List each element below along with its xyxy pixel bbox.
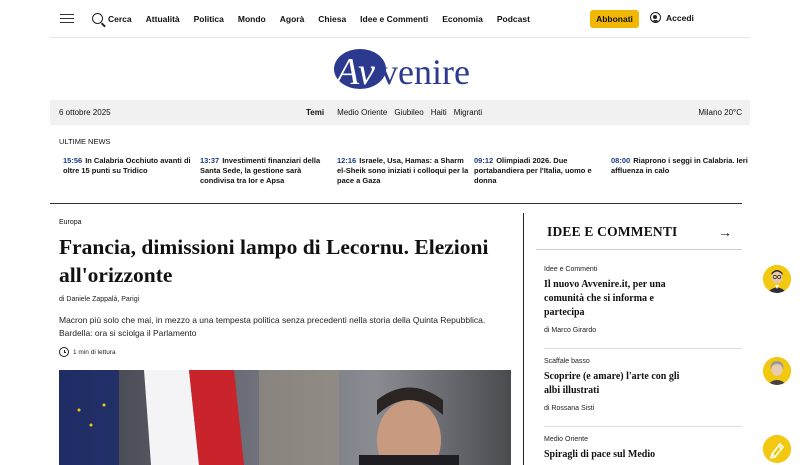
news-time: 09:12 xyxy=(474,156,494,165)
author-avatar-icon xyxy=(763,357,791,385)
nav-link-chiesa[interactable]: Chiesa xyxy=(318,13,347,24)
nav-link-mondo[interactable]: Mondo xyxy=(237,13,266,24)
pen-icon xyxy=(763,435,791,463)
card-divider xyxy=(544,348,742,349)
nav-link-idee-e-commenti[interactable]: Idee e Commenti xyxy=(360,13,429,24)
read-time-label: 1 min di lettura xyxy=(73,348,116,356)
news-item[interactable] xyxy=(611,156,748,185)
login-label: Accedi xyxy=(666,12,694,23)
news-text: Investimenti finanziari della Santa Sede, la gestione sarà condivisa tra Ior e Apsa xyxy=(200,156,321,185)
news-item[interactable] xyxy=(474,156,611,185)
arrow-right-icon[interactable]: → xyxy=(718,224,732,240)
menu-icon[interactable] xyxy=(60,14,74,24)
news-text: Riaprono i seggi in Calabria. Ieri affluenza in calo xyxy=(611,156,748,175)
news-time: 15:56 xyxy=(63,156,83,165)
article-summary: Macron più solo che mai, in mezzo a una tempesta politica senza precedenti nella storia della Quinta Repubblica. Bardella: ora si sciolga il Parlamento xyxy=(59,315,486,338)
news-text: Olimpiadi 2026. Due portabandiera per l'Italia, uomo e donna xyxy=(474,156,592,185)
opinion-author: di Marco Girardo xyxy=(544,327,597,334)
topic-medio-oriente[interactable]: Medio Oriente xyxy=(337,108,388,117)
nav-link-attualita[interactable]: Attualità xyxy=(145,13,180,24)
opinion-card xyxy=(544,358,742,412)
column-divider xyxy=(523,213,524,465)
opinions-header xyxy=(536,214,742,250)
date-topics-bar xyxy=(50,100,750,125)
news-time: 12:16 xyxy=(337,156,357,165)
svg-text:v: v xyxy=(358,51,375,92)
clock-icon xyxy=(59,347,69,357)
topics-list xyxy=(306,108,482,117)
latest-news-label: ULTIME NEWS xyxy=(59,137,111,146)
opinion-section[interactable]: Medio Oriente xyxy=(544,436,588,443)
svg-text:A: A xyxy=(336,51,360,92)
opinion-section[interactable]: Idee e Commenti xyxy=(544,266,598,273)
subscribe-button[interactable]: Abbonati xyxy=(590,10,639,28)
article-byline: di Daniele Zappalà, Parigi xyxy=(59,296,140,303)
current-date: 6 ottobre 2025 xyxy=(59,108,111,117)
latest-news-list xyxy=(63,156,753,185)
nav-link-podcast[interactable]: Podcast xyxy=(496,13,530,24)
topics-label: Temi xyxy=(306,108,325,117)
read-time xyxy=(59,347,116,357)
news-text: Israele, Usa, Hamas: a Sharm el-Sheik sono iniziati i colloqui per la pace a Gaza xyxy=(337,156,469,185)
section-divider xyxy=(50,203,742,204)
search-icon xyxy=(92,13,103,24)
card-divider xyxy=(544,426,742,427)
opinion-title[interactable]: Scoprire (e amare) l'arte con gli albi illustrati xyxy=(544,371,680,396)
news-time: 13:37 xyxy=(200,156,220,165)
news-text: In Calabria Occhiuto avanti di oltre 15 punti su Tridico xyxy=(63,156,191,175)
top-navigation xyxy=(50,0,750,38)
search-label: Cerca xyxy=(108,13,132,24)
user-icon xyxy=(650,12,661,23)
nav-link-politica[interactable]: Politica xyxy=(193,13,224,24)
article-category[interactable]: Europa xyxy=(59,219,82,226)
opinion-card xyxy=(544,266,742,334)
news-item[interactable] xyxy=(63,156,200,185)
opinion-title[interactable]: Il nuovo Avvenire.it, per una comunità che si informa e partecipa xyxy=(544,279,666,318)
nav-link-agora[interactable]: Agorà xyxy=(279,13,305,24)
article-photo[interactable] xyxy=(59,370,511,465)
weather-info[interactable]: Milano 20°C xyxy=(698,108,742,117)
opinions-title[interactable]: IDEE E COMMENTI xyxy=(547,223,678,239)
author-avatar-icon xyxy=(763,265,791,293)
opinion-card xyxy=(544,436,742,462)
topic-giubileo[interactable]: Giubileo xyxy=(394,108,424,117)
topic-haiti[interactable]: Haiti xyxy=(430,108,447,117)
article-headline[interactable]: Francia, dimissioni lampo di Lecornu. Elezioni all'orizzonte xyxy=(59,235,489,287)
login-button[interactable] xyxy=(650,12,694,23)
search-button[interactable] xyxy=(92,13,132,24)
nav-link-economia[interactable]: Economia xyxy=(442,13,483,24)
opinion-author: di Rossana Sisti xyxy=(544,405,595,412)
avvenire-logo[interactable] xyxy=(320,44,482,92)
opinion-section[interactable]: Scaffale basso xyxy=(544,358,590,365)
topic-migranti[interactable]: Migranti xyxy=(453,108,483,117)
news-time: 08:00 xyxy=(611,156,631,165)
svg-text:venire: venire xyxy=(380,52,470,92)
main-nav-links xyxy=(146,14,530,24)
news-item[interactable] xyxy=(337,156,474,185)
opinion-title[interactable]: Spiragli di pace sul Medio xyxy=(544,449,656,460)
news-item[interactable] xyxy=(200,156,337,185)
